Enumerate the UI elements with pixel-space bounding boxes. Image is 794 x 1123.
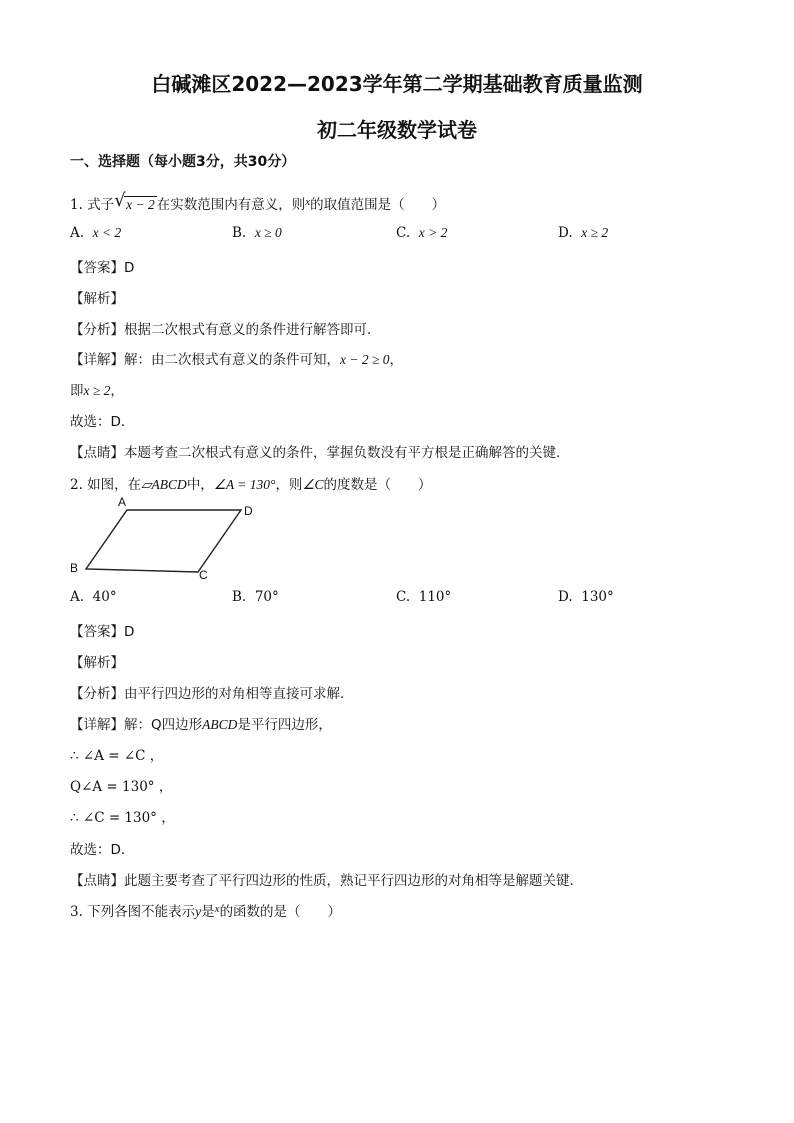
q1-answer: 【答案】D (70, 260, 135, 276)
q1-option-c: C. x > 2 (396, 225, 448, 241)
q1-var: x (305, 196, 311, 208)
q1-mid: 在实数范围内有意义，则 (156, 197, 306, 213)
q2-option-c: C. 110° (396, 589, 452, 605)
vertex-label-a: A (118, 495, 127, 509)
q2-option-a: A. 40° (70, 589, 117, 605)
page-title: 白碱滩区2022—2023学年第二学期基础教育质量监测 (151, 72, 643, 96)
question-3: 3. 下列各图不能表示y是$^x$的函数的是（ ） (70, 903, 342, 920)
q2-option-b: B. 70° (232, 589, 279, 605)
q2-analysis-tag: 【解析】 (70, 655, 124, 671)
q2-option-d: D. 130° (558, 589, 614, 605)
q2-answer: 【答案】D (70, 624, 135, 640)
q1-option-d: D. x ≥ 2 (558, 225, 609, 241)
q1-option-a: A. x < 2 (70, 225, 122, 241)
q1-sqrt-expression: √ x − 2 (114, 190, 155, 212)
q2-step-2: Q∠A = 130° ， (70, 779, 173, 795)
question-1 (70, 190, 446, 213)
q1-radicand: x − 2 (126, 197, 155, 212)
vertex-label-b: B (70, 561, 79, 575)
q2-ask: ∠C (302, 477, 324, 492)
q2-step-1: ∴ ∠A = ∠C ， (70, 748, 164, 764)
page-subtitle: 初二年级数学试卷 (317, 118, 477, 142)
parallelogram-shape (86, 510, 241, 572)
section-heading: 一、选择题（每小题3分，共30分） (70, 154, 296, 170)
q2-condition: ∠A = 130° (213, 477, 276, 492)
vertex-label-d: D (244, 504, 253, 518)
q2-fenxi: 【分析】由平行四边形的对角相等直接可求解． (70, 686, 354, 702)
question-2: 2. 如图，在▱ABCD中，∠A = 130°，则∠C的度数是（ ） (70, 477, 432, 493)
q1-suffix: 的取值范围是（ ） (310, 197, 446, 213)
q1-dianjing: 【点睛】本题考查二次根式有意义的条件，掌握负数没有平方根是正确解答的关键． (70, 445, 570, 461)
q1-prefix: 1. 式子 (70, 197, 115, 213)
q1-analysis-tag: 【解析】 (70, 291, 124, 307)
q1-option-b: B. x ≥ 0 (232, 225, 282, 241)
q1-detail-step: 即x ≥ 2， (70, 383, 124, 399)
vertex-label-c: C (199, 568, 208, 582)
q1-choose: 故选：D． (70, 414, 135, 430)
q1-detail: 【详解】解：由二次根式有意义的条件可知，x − 2 ≥ 0， (70, 352, 404, 368)
q2-parallelogram: ▱ABCD (141, 477, 187, 492)
q1-fenxi: 【分析】根据二次根式有意义的条件进行解答即可． (70, 322, 381, 338)
q2-detail: 【详解】解：Q四边形ABCD是平行四边形， (70, 717, 332, 733)
parallelogram-figure (66, 494, 266, 586)
q2-dianjing: 【点睛】此题主要考查了平行四边形的性质，熟记平行四边形的对角相等是解题关键． (70, 873, 583, 889)
q2-choose: 故选：D． (70, 842, 135, 858)
q2-step-3: ∴ ∠C = 130° ， (70, 810, 175, 826)
